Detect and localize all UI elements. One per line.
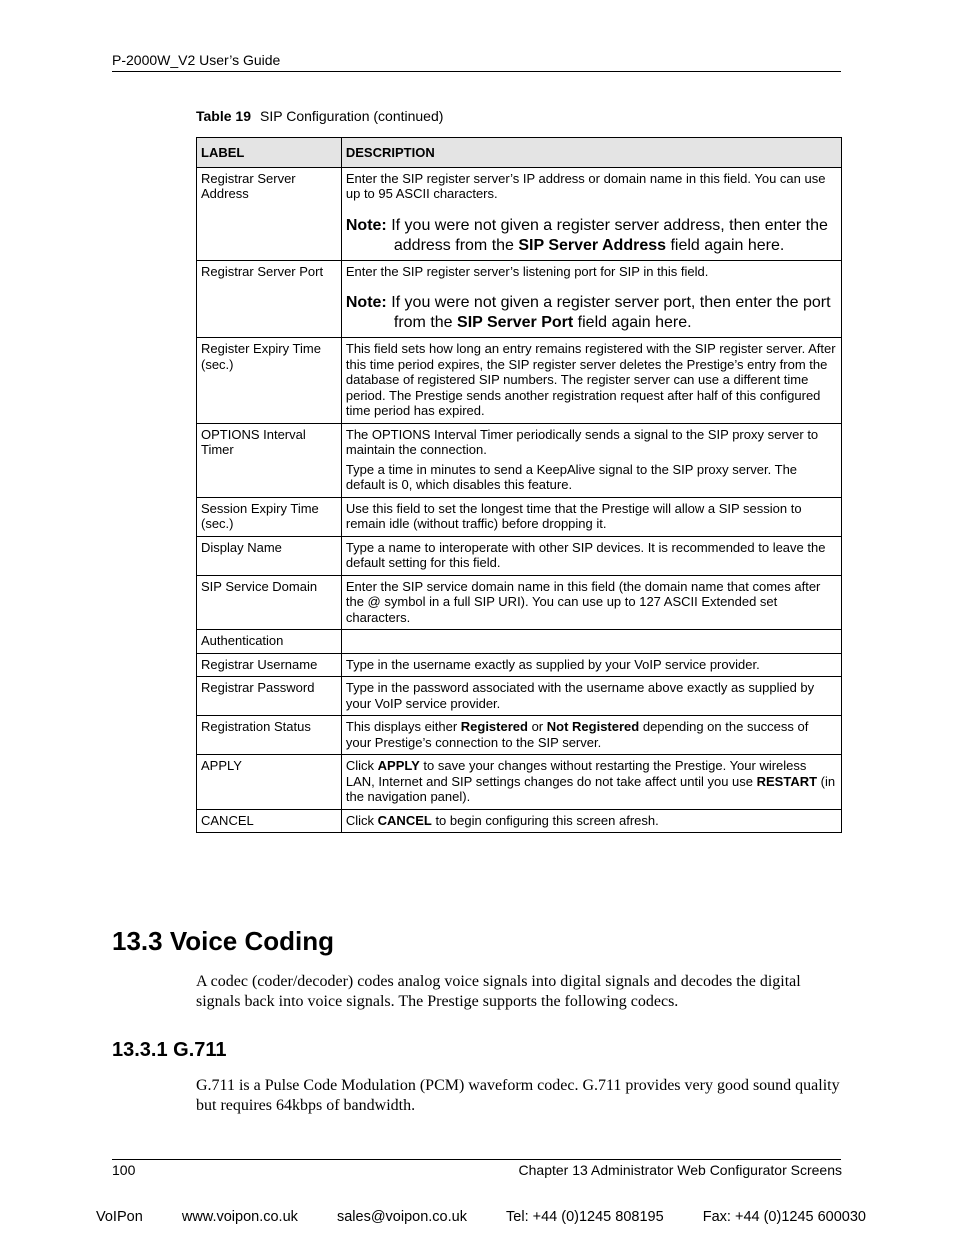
column-header-description: DESCRIPTION — [341, 138, 841, 168]
description-text: Enter the SIP register server’s IP address or domain name in this field. You can use up to 95 ASCII characters. — [345, 170, 826, 201]
fax: Fax: +44 (0)1245 600030 — [702, 1209, 866, 1225]
description-text: Enter the SIP register server’s listening port for SIP in this field. — [345, 263, 709, 279]
row-description — [341, 167, 841, 260]
section-paragraph: A codec (coder/decoder) codes analog voice signals into digital signals and decodes the digital signals back into voice signals. The Prestige supports the following codecs. — [196, 973, 801, 1010]
contact-bar — [96, 1209, 866, 1225]
row-description-empty — [341, 630, 841, 654]
table-row — [197, 167, 842, 260]
subsection-paragraph: G.711 is a Pulse Code Modulation (PCM) waveform codec. G.711 provides very good sound quality but requires 64kbps of bandwidth. — [196, 1077, 840, 1114]
table-row — [197, 575, 842, 630]
row-description: Type in the password associated with the username above exactly as supplied by your VoIP service provider. — [341, 677, 841, 716]
status-not-registered: Not Registered — [546, 719, 640, 734]
note — [346, 293, 837, 333]
table-row — [197, 260, 842, 338]
row-label: Registration Status — [197, 716, 342, 755]
row-description: Type in the username exactly as supplied by your VoIP service provider. — [341, 653, 841, 677]
chapter-title: Chapter 13 Administrator Web Configurator Screens — [518, 1162, 842, 1178]
table-row — [197, 338, 842, 424]
row-description: Use this field to set the longest time that the Prestige will allow a SIP session to remain idle (without traffic) before dropping it. — [341, 497, 841, 536]
telephone: Tel: +44 (0)1245 808195 — [506, 1209, 664, 1225]
note-field-name: SIP Server Address — [518, 236, 667, 254]
table-caption — [196, 108, 443, 125]
table-row — [197, 653, 842, 677]
row-label: Registrar Username — [197, 653, 342, 677]
table-title: SIP Configuration (continued) — [260, 108, 444, 124]
row-label: CANCEL — [197, 809, 342, 833]
apply-keyword: APPLY — [377, 758, 420, 773]
description-text: Type a time in minutes to send a KeepAlive signal to the SIP proxy server. The default is 0, which disables this feature. — [345, 461, 798, 492]
footer-divider — [112, 1159, 841, 1160]
column-header-label: LABEL — [197, 138, 342, 168]
note-text-end: field again here. — [666, 236, 785, 254]
description-text: or — [527, 719, 547, 734]
note-label: Note: — [345, 216, 387, 234]
row-label: SIP Service Domain — [197, 575, 342, 630]
table-row — [197, 809, 842, 833]
description-text: (in the navigation panel). — [345, 773, 836, 804]
row-description — [341, 755, 841, 810]
row-label: APPLY — [197, 755, 342, 810]
description-text: depending on the success of your Prestige’s connection to the SIP server. — [345, 719, 809, 750]
row-description — [341, 716, 841, 755]
page-number: 100 — [112, 1162, 136, 1178]
description-text: This displays either — [345, 719, 461, 734]
note-field-name: SIP Server Port — [457, 314, 574, 331]
row-label: Display Name — [197, 536, 342, 575]
row-label: Session Expiry Time (sec.) — [197, 497, 342, 536]
page-header — [112, 52, 841, 72]
note-text-end: field again here. — [573, 314, 692, 331]
note — [346, 216, 837, 256]
section-heading: 13.3 Voice Coding — [112, 926, 335, 956]
row-description — [341, 423, 841, 497]
row-description — [341, 260, 841, 338]
website-link[interactable]: www.voipon.co.uk — [181, 1209, 298, 1225]
row-label: Registrar Password — [197, 677, 342, 716]
table-row — [197, 536, 842, 575]
table-number: Table 19 — [196, 108, 251, 124]
row-description: Enter the SIP service domain name in this field (the domain name that comes after the @ symbol in a full SIP URI). You can use up to 127 ASCII Extended set characters. — [341, 575, 841, 630]
row-label: OPTIONS Interval Timer — [197, 423, 342, 497]
row-description: This field sets how long an entry remains registered with the SIP register server. After this time period expires, the SIP register server deletes the Prestige’s entry from the database of registered SIP numbers. The register server can use a different time period. The Prestige sends another registration request after half of this configured time period has expired. — [341, 338, 841, 424]
status-registered: Registered — [460, 719, 528, 734]
note-label: Note: — [345, 294, 387, 311]
subsection-heading: 13.3.1 G.711 — [112, 1039, 227, 1061]
row-label: Authentication — [197, 630, 342, 654]
email-link[interactable]: sales@voipon.co.uk — [336, 1209, 467, 1225]
company-name: VoIPon — [96, 1209, 143, 1225]
table-row — [197, 630, 842, 654]
description-text: to save your changes without restarting the Prestige. Your wireless LAN, Internet and SIP settings changes do not take affect until you use — [345, 758, 807, 789]
restart-keyword: RESTART — [756, 773, 818, 789]
note-text: If you were not given a register server address, then enter the address from the — [391, 216, 828, 254]
table-header-row — [197, 138, 842, 168]
row-label: Registrar Server Port — [197, 260, 342, 338]
description-text: The OPTIONS Interval Timer periodically sends a signal to the SIP proxy server to maintain the connection. — [345, 426, 819, 457]
description-text: Click — [345, 812, 378, 828]
row-label: Register Expiry Time (sec.) — [197, 338, 342, 424]
row-description: Type a name to interoperate with other SIP devices. It is recommended to leave the default setting for this field. — [341, 536, 841, 575]
description-text: Click — [345, 758, 378, 773]
table-row — [197, 716, 842, 755]
description-text: to begin configuring this screen afresh. — [431, 812, 659, 828]
row-description — [341, 809, 841, 833]
table-row — [197, 497, 842, 536]
note-text: If you were not given a register server port, then enter the port from the — [391, 294, 831, 331]
guide-title: P-2000W_V2 User’s Guide — [112, 52, 281, 68]
table-row — [197, 677, 842, 716]
sip-configuration-table — [196, 137, 842, 833]
cancel-keyword: CANCEL — [377, 812, 432, 828]
row-label: Registrar Server Address — [197, 167, 342, 260]
table-row — [197, 755, 842, 810]
table-row — [197, 423, 842, 497]
